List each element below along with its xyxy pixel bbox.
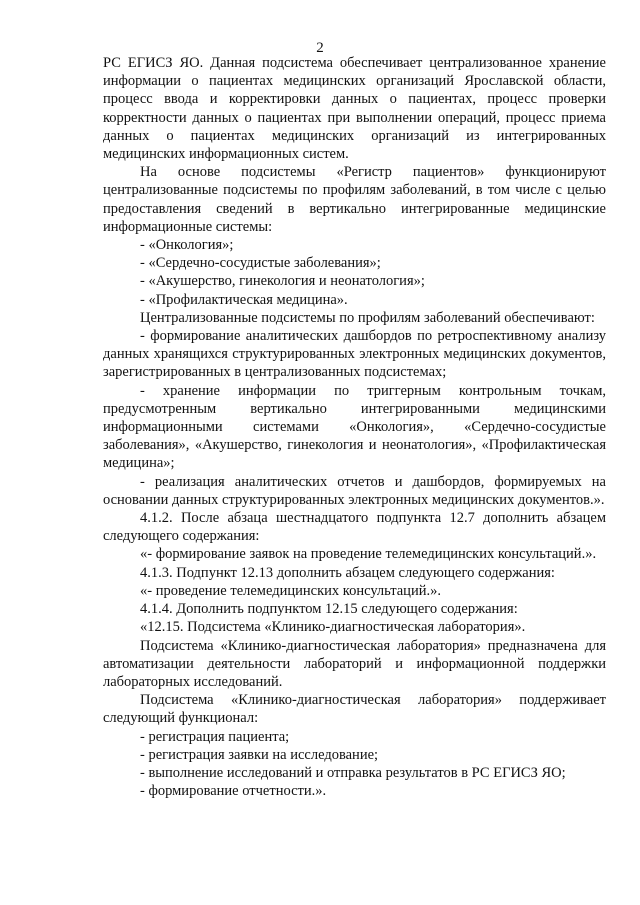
list-item: - реализация аналитических отчетов и дашбордов, формируемых на основании данных структурированных электронных медицинских документов.».: [103, 473, 606, 508]
paragraph: На основе подсистемы «Регистр пациентов» функционируют централизованные подсистемы по профилям заболеваний, в том числе с целью предоставления сведений в вертикально интегрированные медицинские информационные системы:: [103, 164, 606, 235]
list-item: - «Онкология»;: [140, 237, 234, 254]
list-item: - формирование аналитических дашбордов по ретроспективному анализу данных хранящихся структурированных электронных медицинских документов, зарегистрированных в централизованных подсистемах;: [103, 328, 606, 381]
paragraph: Подсистема «Клинико-диагностическая лаборатория» поддерживает следующий функционал:: [103, 692, 606, 727]
page-number: 2: [316, 40, 324, 56]
document-body: [103, 54, 606, 800]
paragraph: 4.1.2. После абзаца шестнадцатого подпункта 12.7 дополнить абзацем следующего содержания:: [103, 510, 606, 545]
paragraph: Подсистема «Клинико-диагностическая лаборатория» предназначена для автоматизации деятельности лабораторий и информационной поддержки лабораторных исследований.: [103, 637, 606, 690]
paragraph: «12.15. Подсистема «Клинико-диагностическая лаборатория».: [140, 619, 526, 636]
paragraph: 4.1.3. Подпункт 12.13 дополнить абзацем следующего содержания:: [140, 564, 555, 581]
list-item: - «Профилактическая медицина».: [140, 291, 348, 308]
list-item: - формирование отчетности.».: [140, 783, 327, 800]
list-item: - регистрация заявки на исследование;: [140, 746, 379, 763]
list-item: - «Сердечно-сосудистые заболевания»;: [140, 255, 381, 272]
paragraph: «- формирование заявок на проведение телемедицинских консультаций.».: [140, 546, 597, 563]
list-item: - «Акушерство, гинекология и неонатология»;: [140, 273, 425, 290]
list-item: - регистрация пациента;: [140, 728, 290, 745]
list-item: - хранение информации по триггерным контрольным точкам, предусмотренным вертикально интегрированными медицинскими информационными системами «Онкология», «Сердечно-сосудистые заболевания», «Акушерство, гинекология и неонатология», «Профилактическая медицина»;: [103, 382, 606, 472]
paragraph: Централизованные подсистемы по профилям заболеваний обеспечивают:: [140, 309, 595, 326]
paragraph: «- проведение телемедицинских консультаций.».: [140, 582, 441, 599]
paragraph: 4.1.4. Дополнить подпунктом 12.15 следующего содержания:: [140, 601, 518, 618]
paragraph: РС ЕГИСЗ ЯО. Данная подсистема обеспечивает централизованное хранение информации о пациентах медицинских организаций Ярославской области, процесс ввода и корректировки данных о пациентах, процесс проверки корректности данных о пациентах при выполнении операций, процесс приема данных о пациентах медицинских организаций из интегрированных медицинских информационных систем.: [103, 55, 606, 163]
list-item: - выполнение исследований и отправка результатов в РС ЕГИСЗ ЯО;: [140, 764, 566, 781]
